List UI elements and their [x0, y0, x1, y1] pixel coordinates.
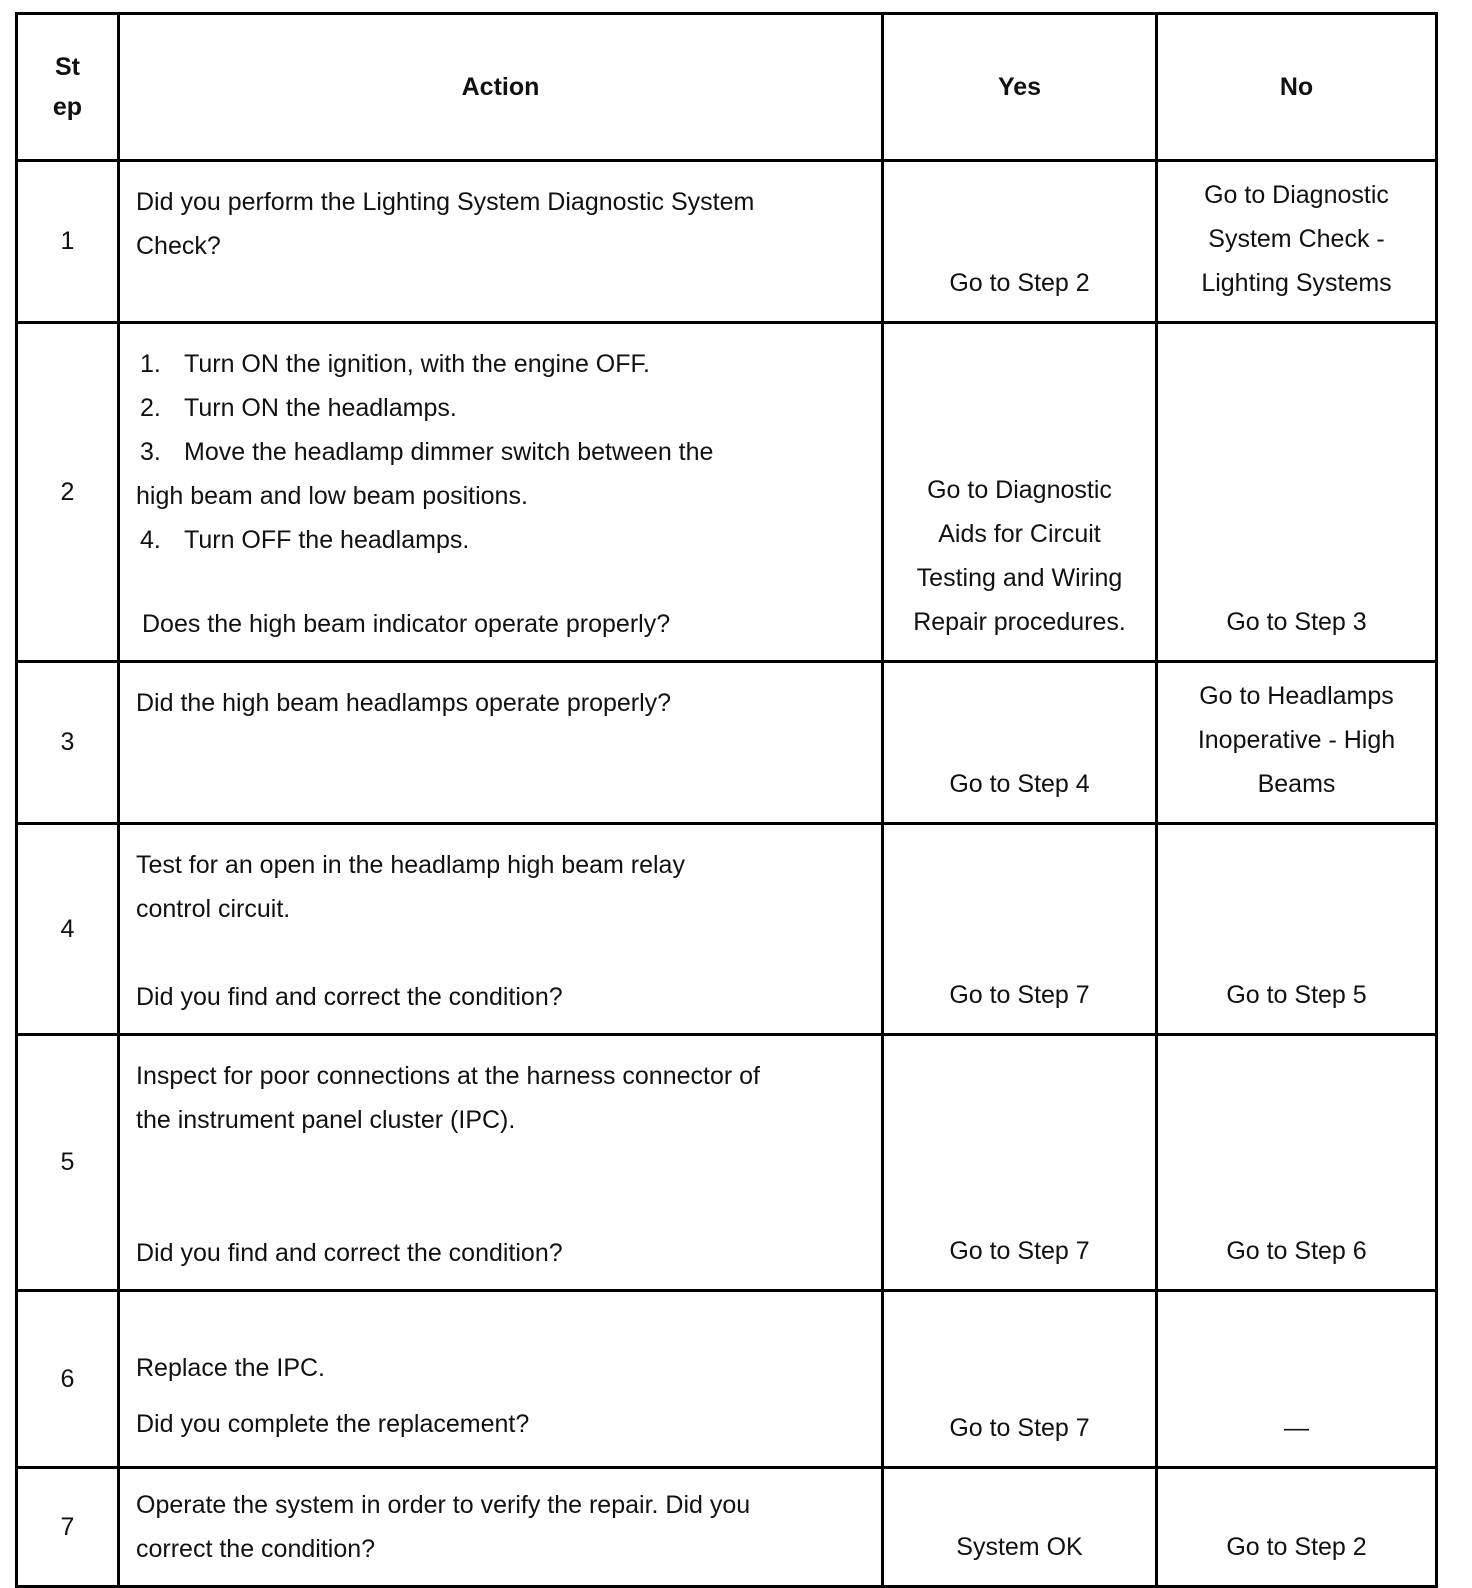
- no-cell: Go to Step 2: [1157, 1468, 1437, 1587]
- header-yes: Yes: [883, 14, 1157, 161]
- step-number: 7: [17, 1468, 119, 1587]
- yes-cell: Go to Step 4: [883, 662, 1157, 824]
- header-no: No: [1157, 14, 1437, 161]
- no-cell: Go to Step 3: [1157, 323, 1437, 662]
- yes-cell: Go to Step 2: [883, 161, 1157, 323]
- action-cell: 1. Turn ON the ignition, with the engine OFF. 2. Turn ON the headlamps. 3. Move the headlamp dimmer switch between the high beam and low beam positions. 4. Turn OFF the headlamps. Does the high beam indicator operate properly?: [119, 323, 883, 662]
- no-cell: —: [1157, 1291, 1437, 1468]
- table-row-step-7: [17, 1468, 1437, 1587]
- yes-cell: Go to Step 7: [883, 1291, 1157, 1468]
- header-row: [17, 14, 1437, 161]
- step-number: 1: [17, 161, 119, 323]
- step-number: 5: [17, 1035, 119, 1291]
- header-step: St ep: [17, 14, 119, 161]
- no-cell: Go to Step 5: [1157, 824, 1437, 1035]
- table-row-step-2: [17, 323, 1437, 662]
- action-cell: Did you perform the Lighting System Diagnostic System Check?: [119, 161, 883, 323]
- table-row-step-6: [17, 1291, 1437, 1468]
- step-number: 2: [17, 323, 119, 662]
- step-number: 4: [17, 824, 119, 1035]
- action-cell: Inspect for poor connections at the harness connector of the instrument panel cluster (IPC). Did you find and correct the condition?: [119, 1035, 883, 1291]
- action-cell: Replace the IPC. Did you complete the replacement?: [119, 1291, 883, 1468]
- no-cell: Go to Diagnostic System Check - Lighting Systems: [1157, 161, 1437, 323]
- table-row-step-3: [17, 662, 1437, 824]
- no-cell: Go to Headlamps Inoperative - High Beams: [1157, 662, 1437, 824]
- action-cell: Operate the system in order to verify the repair. Did you correct the condition?: [119, 1468, 883, 1587]
- step-number: 6: [17, 1291, 119, 1468]
- yes-cell: System OK: [883, 1468, 1157, 1587]
- yes-cell: Go to Step 7: [883, 1035, 1157, 1291]
- no-cell: Go to Step 6: [1157, 1035, 1437, 1291]
- table-row-step-5: [17, 1035, 1437, 1291]
- yes-cell: Go to Step 7: [883, 824, 1157, 1035]
- diagnostic-table: [15, 12, 1438, 1588]
- table-row-step-4: [17, 824, 1437, 1035]
- yes-cell: Go to Diagnostic Aids for Circuit Testing and Wiring Repair procedures.: [883, 323, 1157, 662]
- step-number: 3: [17, 662, 119, 824]
- action-cell: Test for an open in the headlamp high beam relay control circuit. Did you find and correct the condition?: [119, 824, 883, 1035]
- action-cell: Did the high beam headlamps operate properly?: [119, 662, 883, 824]
- table-row-step-1: [17, 161, 1437, 323]
- header-action: Action: [119, 14, 883, 161]
